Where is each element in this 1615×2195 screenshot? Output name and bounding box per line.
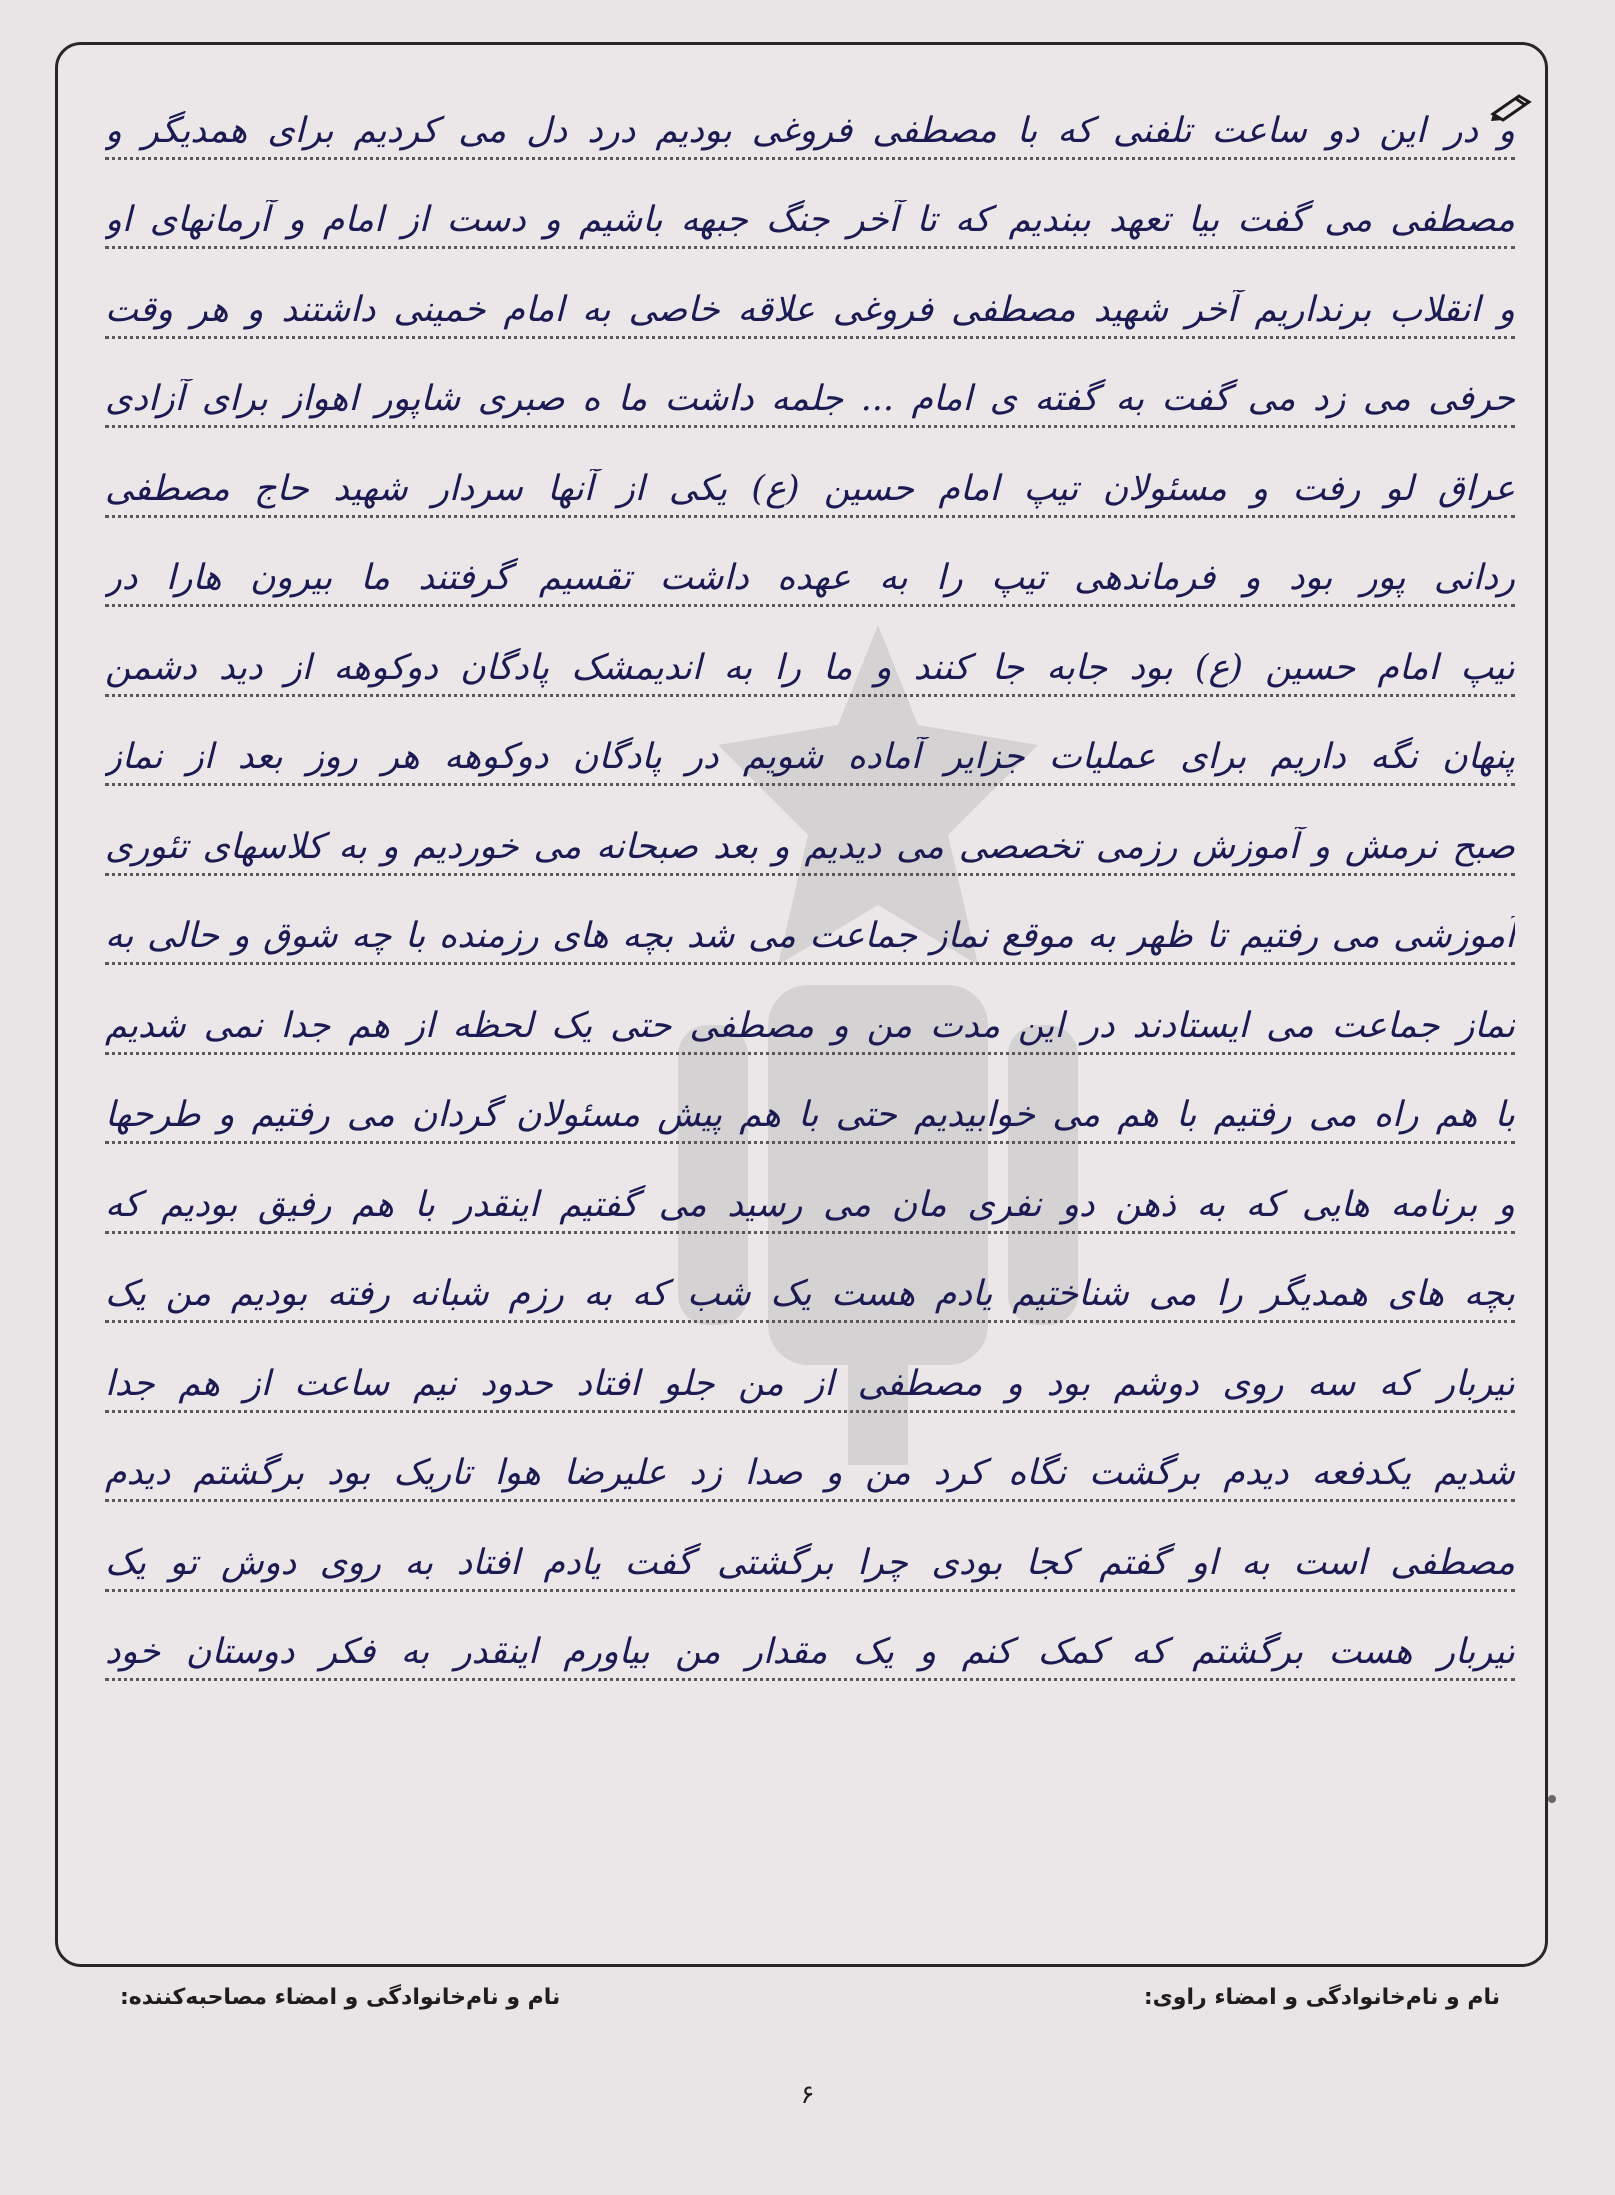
text-line: [105, 965, 1515, 1055]
text-line: [105, 876, 1515, 966]
text-line: [105, 1055, 1515, 1145]
narrator-signature-label: نام و نام‌خانوادگی و امضاء راوی:: [1143, 1985, 1500, 2010]
line-text: حرفی می زد می گفت به گفته ی امام ... جلمه داشت ما ه صبری شاپور اهواز برای آزادی: [105, 379, 1515, 419]
text-line: [105, 1234, 1515, 1324]
line-text: مصطفی است به او گفتم کجا بودی چرا برگشتی گفت یادم افتاد به روی دوش تو یک: [105, 1542, 1515, 1583]
handwritten-text-lines: [105, 70, 1515, 1681]
signature-footer: [120, 1985, 1500, 2010]
line-text: آموزشی می رفتیم تا ظهر به موقع نماز جماعت می شد بچه های رزمنده با چه شوق و حالی به: [105, 916, 1515, 956]
text-line: [105, 428, 1515, 518]
line-text: و در این دو ساعت تلفنی که با مصطفی فروغی بودیم درد دل می کردیم برای همدیگر و: [105, 110, 1515, 151]
line-text: تیربار که سه روی دوشم بود و مصطفی از من جلو افتاد حدود نیم ساعت از هم جدا: [105, 1363, 1515, 1404]
text-line: [105, 697, 1515, 787]
interviewer-signature-label: نام و نام‌خانوادگی و امضاء مصاحبه‌کننده:: [120, 1985, 561, 2010]
line-text: و برنامه هایی که به ذهن دو نفری مان می رسید می گفتیم اینقدر با هم رفیق بودیم که: [105, 1184, 1515, 1225]
line-text: شدیم یکدفعه دیدم برگشت نگاه کرد من و صدا زد علیرضا هوا تاریک بود برگشتم دیدم: [105, 1453, 1515, 1493]
text-line: [105, 70, 1515, 160]
text-line: [105, 518, 1515, 608]
text-line: [105, 160, 1515, 250]
text-line: [105, 249, 1515, 339]
text-line: [105, 1502, 1515, 1592]
scan-speck: [1548, 1795, 1556, 1803]
line-text: با هم راه می رفتیم با هم می خوابیدیم حتی با هم پیش مسئولان گردان می رفتیم و طرحها: [105, 1095, 1515, 1135]
line-text: و انقلاب برنداریم آخر شهید مصطفی فروغی علاقه خاصی به امام خمینی داشتند و هر وقت: [105, 289, 1515, 330]
line-text: عراق لو رفت و مسئولان تیپ امام حسین (ع) یکی از آنها سردار شهید حاج مصطفی: [105, 468, 1515, 509]
line-text: تیربار هست برگشتم که کمک کنم و یک مقدار من بیاورم اینقدر به فکر دوستان خود: [105, 1632, 1515, 1672]
text-line: [105, 786, 1515, 876]
line-text: صبح نرمش و آموزش رزمی تخصصی می دیدیم و بعد صبحانه می خوردیم و به کلاسهای تئوری: [105, 826, 1515, 867]
text-line: [105, 1413, 1515, 1503]
text-line: [105, 1323, 1515, 1413]
line-text: مصطفی می گفت بیا تعهد ببندیم که تا آخر جنگ جبهه باشیم و دست از امام و آرمانهای او: [105, 200, 1515, 240]
line-text: بچه های همدیگر را می شناختیم یادم هست یک شب که به رزم شبانه رفته بودیم من یک: [105, 1274, 1515, 1314]
text-line: [105, 607, 1515, 697]
line-text: تیپ امام حسین (ع) بود جابه جا کنند و ما را به اندیمشک پادگان دوکوهه از دید دشمن: [105, 647, 1515, 688]
line-text: نماز جماعت می ایستادند در این مدت من و مصطفی حتی یک لحظه از هم جدا نمی شدیم: [105, 1005, 1515, 1046]
page-number: ۶: [800, 2080, 815, 2110]
line-text: پنهان نگه داریم برای عملیات جزایر آماده شویم در پادگان دوکوهه هر روز بعد از نماز: [105, 737, 1515, 777]
text-line: [105, 339, 1515, 429]
text-line: [105, 1592, 1515, 1682]
text-line: [105, 1144, 1515, 1234]
line-text: ردانی پور بود و فرماندهی تیپ را به عهده داشت تقسیم گرفتند ما بیرون هارا در: [105, 558, 1515, 598]
